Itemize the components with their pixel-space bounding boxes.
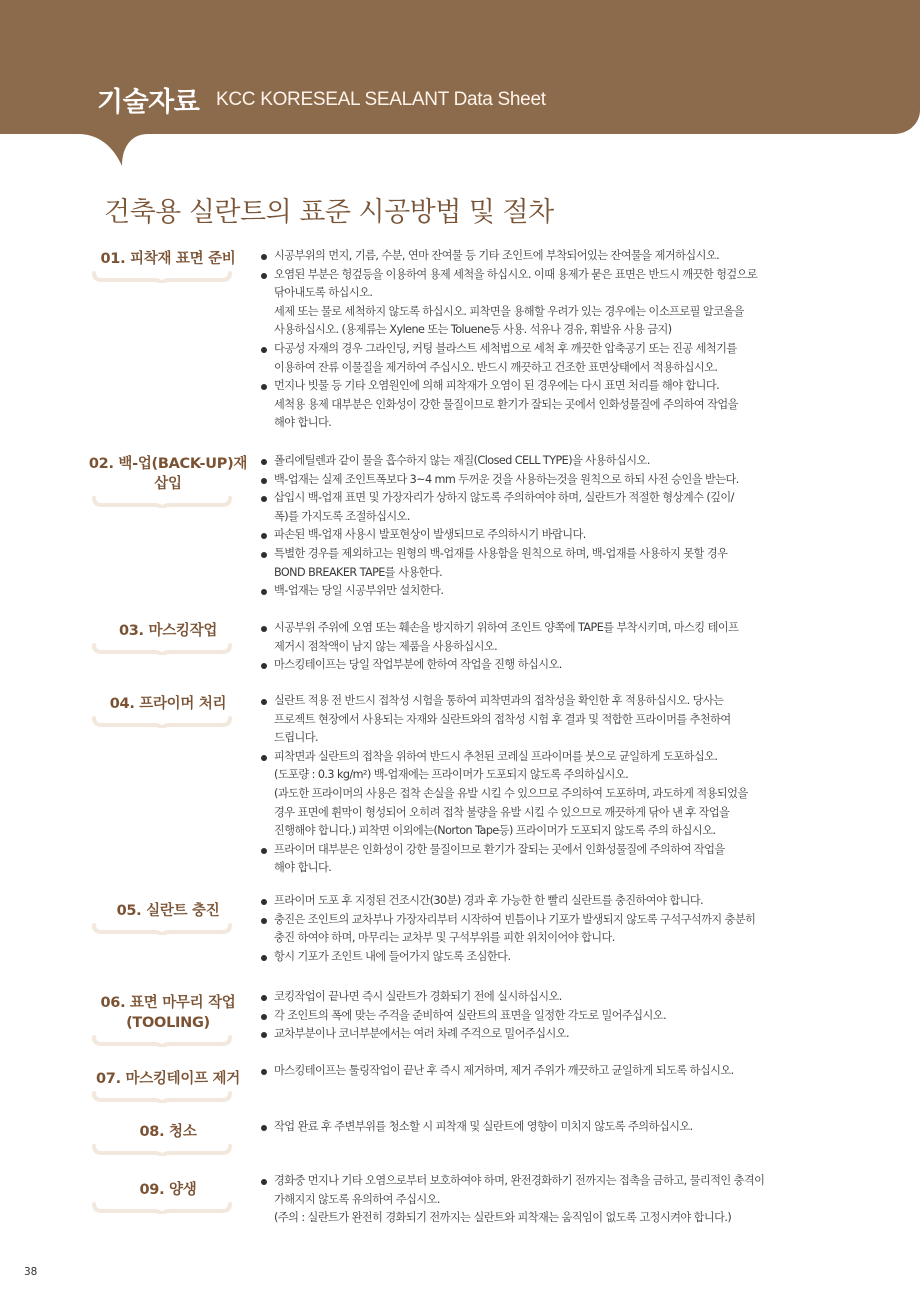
section-label-line: 05. 실란트 충진 [116, 903, 220, 919]
bullet-dot [261, 955, 267, 961]
bullet-item [260, 748, 830, 841]
bullet-list [260, 1118, 830, 1137]
text-line: 닦아내도록 하십시오. [274, 286, 373, 300]
text-line: 프라이머 대부분은 인화성이 강한 물질이므로 환기가 잘되는 곳에서 인화성물질에 주의하여 작업을 [274, 842, 725, 856]
text-line: 가해지지 않도록 유의하여 주십시오. [274, 1192, 440, 1206]
text-line: 피착면과 실란트의 접착을 위하여 반드시 추천된 코레실 프라이머를 붓으로 균일하게 도포하십오. [274, 749, 718, 763]
text-line: 폭)를 가지도록 조절하십시오. [274, 509, 410, 523]
bullet-item [260, 1118, 830, 1137]
brace-decoration [92, 923, 232, 935]
bullet-item [260, 471, 830, 490]
bullet-dot [261, 755, 267, 761]
text-line: (주의 : 실란트가 완전히 경화되기 전까지는 실란트와 피착재는 움직임이 없도록 고정시켜야 합니다.) [274, 1211, 732, 1225]
bullet-dot [261, 1032, 267, 1038]
text-line: 충진은 조인트의 교차부나 가장자리부터 시작하여 빈틈이나 기포가 발생되지 않도록 구석구석까지 충분히 [274, 912, 756, 926]
bullet-dot [261, 459, 267, 465]
bullet-list [260, 892, 830, 966]
bullet-item [260, 892, 830, 911]
bullet-item [260, 619, 830, 656]
bullet-dot [261, 384, 267, 390]
bullet-item [260, 452, 830, 471]
bullet-item [260, 1062, 830, 1081]
section-label-line: 08. 청소 [139, 1124, 197, 1140]
bullet-item [260, 948, 830, 967]
text-line: (도포량 : 0.3 kg/m²) 백-업재에는 프라이머가 도포되지 않도록 주의하십시오. [274, 768, 629, 782]
bullet-dot [261, 478, 267, 484]
bullet-item [260, 377, 830, 433]
brace-decoration [92, 1202, 232, 1214]
text-line: 이용하여 잔류 이물질을 제거하여 주십시오. 반드시 깨끗하고 건조한 표면상태에서 적용하십시오. [274, 360, 718, 374]
text-line: 시공부위의 먼지, 기름, 수분, 연마 잔여물 등 기타 조인트에 부착되어있는 잔여물을 제거하십시오. [274, 249, 720, 262]
bullet-dot [261, 918, 267, 924]
text-line: 다공성 자재의 경우 그라인딩, 커팅 블라스트 세척법으로 세척 후 깨끗한 압축공기 또는 진공 세척기를 [274, 341, 737, 355]
header-banner [0, 0, 920, 168]
bullet-item [260, 340, 830, 377]
section-label [88, 901, 248, 921]
brace-decoration [92, 1091, 232, 1103]
section-label [88, 1122, 248, 1142]
brace-decoration [92, 1144, 232, 1156]
bullet-item [260, 545, 830, 582]
section-label [88, 993, 248, 1033]
bullet-item [260, 988, 830, 1007]
bullet-dot [261, 273, 267, 279]
bullet-list [260, 452, 830, 601]
text-line: 마스킹테이프는 당일 작업부분에 한하여 작업을 진행 하십시오. [274, 658, 562, 672]
bullet-list [260, 247, 830, 433]
bullet-item [260, 1007, 830, 1026]
text-line: 오염된 부분은 헝겊등을 이용하여 용제 세척을 하십시오. 이때 용제가 묻은 표면은 반드시 깨끗한 헝겊으로 [274, 267, 758, 281]
section-label [88, 454, 248, 494]
text-line: 항시 기포가 조인트 내에 들어가지 않도록 조심한다. [274, 949, 511, 963]
bullet-item [260, 582, 830, 601]
section-label-line: (TOOLING) [126, 1015, 210, 1031]
section-label [88, 249, 248, 269]
bullet-item [260, 266, 830, 340]
text-line: 진행해야 합니다.) 피착면 이외에는(Norton Tape등) 프라이머가 도포되지 않도록 주의 하십시오. [274, 824, 716, 838]
section-label [88, 1180, 248, 1200]
text-line: 충진 하여야 하며, 마무리는 교차부 및 구석부위를 피한 위치이어야 합니다. [274, 931, 615, 945]
text-line: (과도한 프라이머의 사용은 접착 손실을 유발 시킬 수 있으므로 주의하여 도포하며, 과도하게 적용되었을 [274, 786, 748, 800]
section-label-line: 09. 양생 [139, 1182, 197, 1198]
page-number: 38 [24, 1266, 38, 1278]
bullet-list [260, 1172, 830, 1228]
header-subtitle: KCC KORESEAL SEALANT Data Sheet [216, 89, 546, 110]
text-line: 제거시 점착액이 남지 않는 제품을 사용하십시오. [274, 639, 498, 653]
brace-decoration [92, 716, 232, 728]
text-line: 파손된 백-업재 사용시 발포현상이 발생되므로 주의하시기 바랍니다. [274, 528, 586, 542]
text-line: 삽입시 백-업재 표면 및 가장자리가 상하지 않도록 주의하여야 하며, 실란트가 적절한 형상계수 (깊이/ [274, 491, 734, 505]
bullet-item [260, 489, 830, 526]
bullet-dot [261, 552, 267, 558]
section-label-line: 04. 프라이머 처리 [109, 696, 227, 712]
text-line: 특별한 경우를 제외하고는 원형의 백-업재를 사용함을 원칙으로 하며, 백-업재를 사용하지 못할 경우 [274, 546, 728, 560]
text-line: 해야 합니다. [274, 861, 332, 875]
text-line: 드립니다. [274, 731, 319, 745]
bullet-dot [261, 1014, 267, 1020]
bullet-item [260, 526, 830, 545]
text-line: 폴리에틸렌과 같이 물을 흡수하지 않는 재질(Closed CELL TYPE)을 사용하십시오. [274, 454, 650, 467]
bullet-list [260, 988, 830, 1044]
bullet-dot [261, 589, 267, 595]
section-label-line: 07. 마스킹테이프 제거 [96, 1071, 240, 1087]
bullet-dot [261, 626, 267, 632]
section-label [88, 1069, 248, 1089]
bullet-dot [261, 848, 267, 854]
bullet-list [260, 619, 830, 675]
section-label-line: 03. 마스킹작업 [118, 623, 218, 639]
bullet-item [260, 656, 830, 675]
bullet-item [260, 692, 830, 748]
section-label [88, 694, 248, 714]
text-line: 교차부분이나 코너부분에서는 여러 차례 주걱으로 밀어주십시오. [274, 1027, 569, 1041]
text-line: 실란트 적용 전 반드시 접착성 시험을 통하여 피착면과의 접착성을 확인한 후 적용하십시오. 당사는 [274, 694, 724, 707]
brace-decoration [92, 271, 232, 283]
bullet-dot [261, 533, 267, 539]
bullet-item [260, 911, 830, 948]
page-title: 건축용 실란트의 표준 시공방법 및 절차 [104, 197, 554, 228]
bullet-dot [261, 1125, 267, 1131]
bullet-list [260, 692, 830, 878]
text-line: 백-업재는 당일 시공부위만 설치한다. [274, 584, 444, 598]
bullet-dot [261, 699, 267, 705]
brace-decoration [92, 1035, 232, 1047]
bullet-item [260, 841, 830, 878]
bullet-dot [261, 995, 267, 1001]
bullet-item [260, 247, 830, 266]
bullet-item [260, 1172, 830, 1228]
section-label-line: 01. 피착재 표면 준비 [100, 251, 236, 267]
bullet-dot [261, 496, 267, 502]
text-line: 사용하십시오. (용제류는 Xylene 또는 Toluene등 사용. 석유나 경유, 휘발유 사용 금지) [274, 323, 672, 337]
bullet-item [260, 1025, 830, 1044]
header-title: 기술자료 [97, 87, 200, 118]
bullet-dot [261, 1179, 267, 1185]
text-line: 프로젝트 현장에서 사용되는 자재와 실란트와의 접착성 시험 후 결과 및 적합한 프라이머를 추천하여 [274, 712, 731, 726]
brace-decoration [92, 496, 232, 508]
text-line: 시공부위 주위에 오염 또는 훼손을 방지하기 위하여 조인트 양쪽에 TAPE를 부착시키며, 마스킹 테이프 [274, 621, 739, 634]
text-line: 마스킹테이프는 툴링작업이 끝난 후 즉시 제거하며, 제거 주위가 깨끗하고 균일하게 되도록 하십시오. [274, 1064, 734, 1077]
bullet-dot [261, 899, 267, 905]
bullet-list [260, 1062, 830, 1081]
bullet-dot [261, 254, 267, 260]
text-line: 각 조인트의 폭에 맞는 주걱을 준비하여 실란트의 표면을 일정한 각도로 밀어주십시오. [274, 1008, 667, 1022]
text-line: BOND BREAKER TAPE를 사용한다. [274, 565, 443, 579]
text-line: 해야 합니다. [274, 416, 332, 430]
text-line: 백-업재는 실제 조인트폭보다 3~4 mm 두꺼운 것을 사용하는것을 원칙으로 하되 사전 승인을 받는다. [274, 472, 739, 486]
bullet-dot [261, 663, 267, 669]
text-line: 먼지나 빗물 등 기타 오염원인에 의해 피착재가 오염이 된 경우에는 다시 표면 처리를 해야 합니다. [274, 379, 720, 393]
bullet-dot [261, 1069, 267, 1075]
section-label-line: 06. 표면 마무리 작업 [100, 995, 236, 1011]
section-label-line: 삽입 [154, 476, 182, 492]
text-line: 코킹작업이 끝나면 즉시 실란트가 경화되기 전에 실시하십시오. [274, 990, 562, 1003]
text-line: 세제 또는 물로 세척하지 않도록 하십시오. 피착면을 용해할 우려가 있는 경우에는 이소프로필 알코올을 [274, 304, 744, 318]
section-label-line: 02. 백-업(BACK-UP)재 [88, 456, 248, 472]
section-label [88, 621, 248, 641]
text-line: 세척용 용제 대부분은 인화성이 강한 물질이므로 환기가 잘되는 곳에서 인화성물질에 주의하여 작업을 [274, 397, 738, 411]
text-line: 경우 표면에 휜막이 형성되어 오히려 접착 불량을 유발 시킬 수 있으므로 깨끗하게 닦아 낸 후 작업을 [274, 805, 730, 819]
text-line: 프라이머 도포 후 지정된 건조시간(30분) 경과 후 가능한 한 빨리 실란트를 충진하여야 합니다. [274, 894, 704, 907]
text-line: 경화중 먼지나 기타 오염으로부터 보호하여야 하며, 완전경화하기 전까지는 접촉을 금하고, 물리적인 충격이 [274, 1174, 765, 1187]
text-line: 작업 완료 후 주변부위를 청소할 시 피착재 및 실란트에 영향이 미치지 않도록 주의하십시오. [274, 1120, 693, 1133]
bullet-dot [261, 347, 267, 353]
brace-decoration [92, 643, 232, 655]
